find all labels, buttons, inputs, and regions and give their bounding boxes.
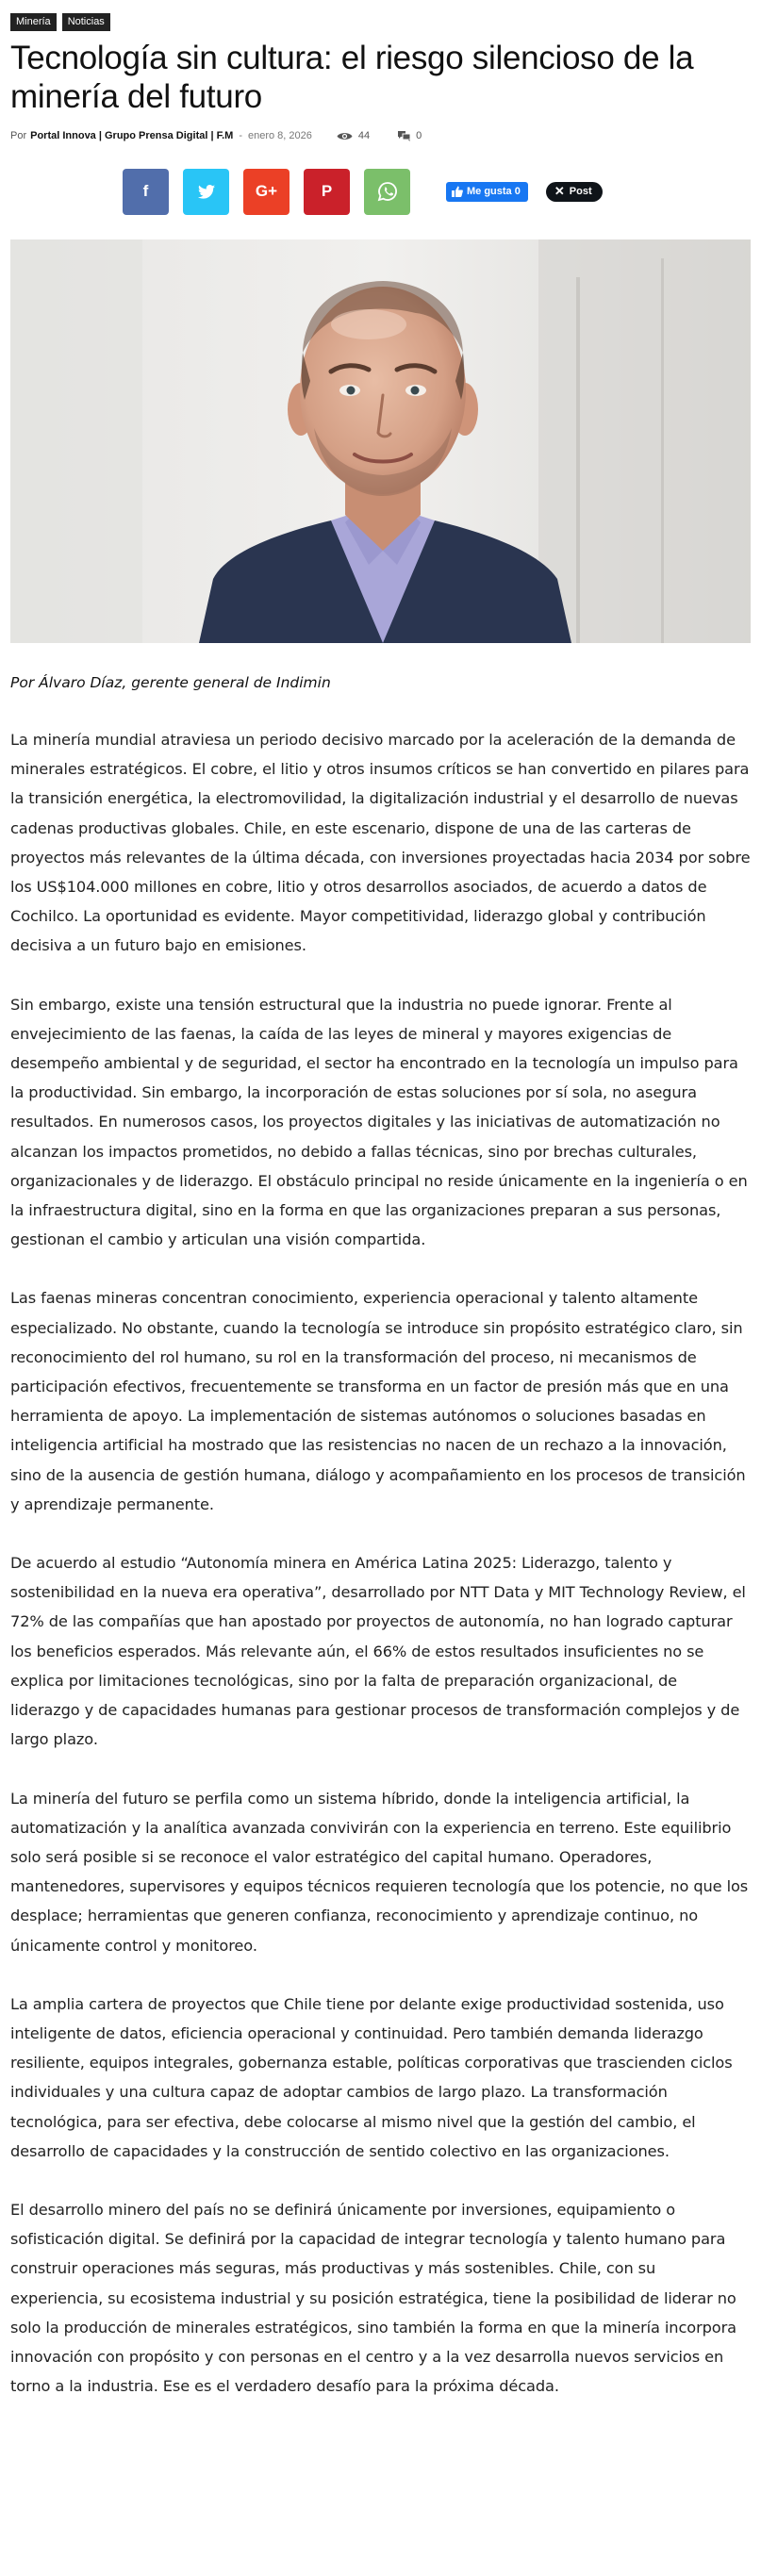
comments-value: 0 — [416, 130, 422, 141]
x-post-label: Post — [569, 186, 592, 197]
twitter-icon — [198, 185, 215, 199]
whatsapp-icon — [377, 181, 398, 202]
share-whatsapp-button[interactable] — [364, 169, 410, 215]
share-pinterest-button[interactable] — [304, 169, 350, 215]
article-meta — [10, 128, 751, 143]
article-title: Tecnología sin cultura: el riesgo silencioso de la minería del futuro — [10, 40, 694, 115]
article-paragraph: De acuerdo al estudio “Autonomía minera en América Latina 2025: Liderazgo, talento y sostenibilidad en la nueva era operativa”, desarrollado por NTT Data y MIT Technology Review, el 72% de las compañías que han apostado por proyectos de autonomía, no han logrado capturar los beneficios esperados. Más relevante aún, el 66% de estos resultados insuficientes no se explica por limitaciones tecnológicas, sino por la falta de preparación organizacional, de liderazgo y de capacidades humanas para gestionar procesos de transformación complejos y de largo plazo. — [10, 1554, 746, 1749]
pinterest-icon: P — [321, 182, 333, 200]
article-paragraph: Las faenas mineras concentran conocimiento, experiencia operacional y talento altamente especializado. No obstante, cuando la tecnología se introduce sin propósito estratégico claro, sin reconocimiento del rol humano, su rol en la transformación del proceso, ni mecanismos de participación efectivos, frecuentemente se transforma en un factor de presión más que en una herramienta de apoyo. La implementación de sistemas autónomos o soluciones basadas en inteligencia artificial ha mostrado que las resistencias no nacen de un rechazo a la innovación, sino de la ausencia de gestión humana, diálogo y acompañamiento en los procesos de transición y aprendizaje permanente. — [10, 1289, 746, 1513]
comments-count[interactable] — [398, 130, 422, 141]
x-logo-icon: ✕ — [554, 184, 565, 198]
google-plus-icon: G+ — [255, 182, 278, 200]
eye-icon — [337, 131, 353, 141]
share-google-button[interactable] — [243, 169, 290, 215]
byline-prefix: Por — [10, 130, 27, 141]
x-post-button[interactable] — [546, 182, 603, 202]
facebook-like-button[interactable] — [446, 182, 528, 202]
article-paragraph: La minería mundial atraviesa un periodo decisivo marcado por la aceleración de la demanda de minerales estratégicos. El cobre, el litio y otros insumos críticos se han convertido en pilares para la transición energética, la electromovilidad, la digitalización industrial y el desarrollo de nuevas cadenas productivas globales. Chile, en este escenario, dispone de una de las carteras de proyectos más relevantes de la última década, con inversiones proyectadas hacia 2034 por sobre los US$104.000 millones en cobre, litio y otros desarrollos asociados, de acuerdo a datos de Cochilco. La oportunidad es evidente. Mayor competitividad, liderazgo global y contribución decisiva a un futuro bajo en emisiones. — [10, 731, 751, 955]
views-value: 44 — [357, 130, 371, 141]
thumbs-up-icon — [452, 186, 463, 197]
facebook-icon: f — [142, 182, 149, 200]
featured-image — [10, 239, 751, 643]
article-paragraph: El desarrollo minero del país no se definirá únicamente por inversiones, equipamiento o sofisticación digital. Se definirá por la capacidad de integrar tecnología y talento humano para construir operaciones más seguras, más productivas y más sostenibles. Chile, con su experiencia, su ecosistema industrial y su posición estratégica, tiene la posibilidad de liderar no solo la producción de minerales estratégicos, sino también la forma en que la minería incorpora innovación con propósito y con personas en el centro y a la vez desarrolla nuevos servicios en torno a la industria. Ese es el verdadero desafío para la próxima década. — [10, 2200, 736, 2396]
publish-date: enero 8, 2026 — [247, 130, 312, 141]
article-paragraph: La minería del futuro se perfila como un sistema híbrido, donde la inteligencia artificial, la automatización y la analítica avanzada convivirán con la experiencia en terreno. Este equilibrio solo será posible si se reconoce el valor estratégico del capital humano. Operadores, mantenedores, supervisores y equipos técnicos requieren tecnología que los potencie, no que los desplace; herramientas que generen confianza, reconocimiento y aprendizaje continuo, no únicamente control y monitoreo. — [10, 1789, 749, 1955]
share-twitter-button[interactable] — [183, 169, 229, 215]
portrait-photo — [10, 239, 751, 643]
facebook-like-label: Me gusta 0 — [467, 186, 521, 197]
views-count — [337, 130, 370, 141]
category-tag-mineria[interactable]: Minería — [10, 13, 57, 31]
meta-separator: - — [239, 130, 242, 141]
category-tags — [10, 13, 751, 31]
share-bar — [123, 168, 751, 215]
article-paragraph: La amplia cartera de proyectos que Chile tiene por delante exige productividad sostenida, uso inteligente de datos, eficiencia operacional y continuidad. Pero también demanda liderazgo resiliente, equipos integrales, gobernanza estable, políticas corporativas que trascienden ciclos individuales y una cultura capaz de adoptar cambios de largo plazo. La transformación tecnológica, para ser efectiva, debe colocarse al mismo nivel que la gestión del cambio, el desarrollo de capacidades y la construcción de sentido colectivo en las organizaciones. — [10, 1994, 733, 2160]
author-link[interactable]: Portal Innova | Grupo Prensa Digital | F.M — [30, 130, 234, 141]
category-tag-noticias[interactable]: Noticias — [62, 13, 110, 31]
article-body — [10, 725, 751, 2401]
article-paragraph: Sin embargo, existe una tensión estructural que la industria no puede ignorar. Frente al envejecimiento de las faenas, la caída de las leyes de mineral y mayores exigencias de desempeño ambiental y de seguridad, el sector ha encontrado en la tecnología un impulso para la productividad. Sin embargo, la incorporación de estas soluciones por sí sola, no asegura resultados. En numerosos casos, los proyectos digitales y las iniciativas de automatización no alcanzan los impactos prometidos, no debido a fallas técnicas, sino por brechas culturales, organizacionales y de liderazgo. El obstáculo principal no reside únicamente en la ingeniería o en la infraestructura digital, sino en la forma en que las organizaciones preparan a sus personas, gestionan el cambio y articulan una visión compartida. — [10, 995, 748, 1249]
image-caption: Por Álvaro Díaz, gerente general de Indimin — [10, 674, 331, 691]
share-facebook-button[interactable] — [123, 169, 169, 215]
comments-icon — [398, 131, 410, 141]
